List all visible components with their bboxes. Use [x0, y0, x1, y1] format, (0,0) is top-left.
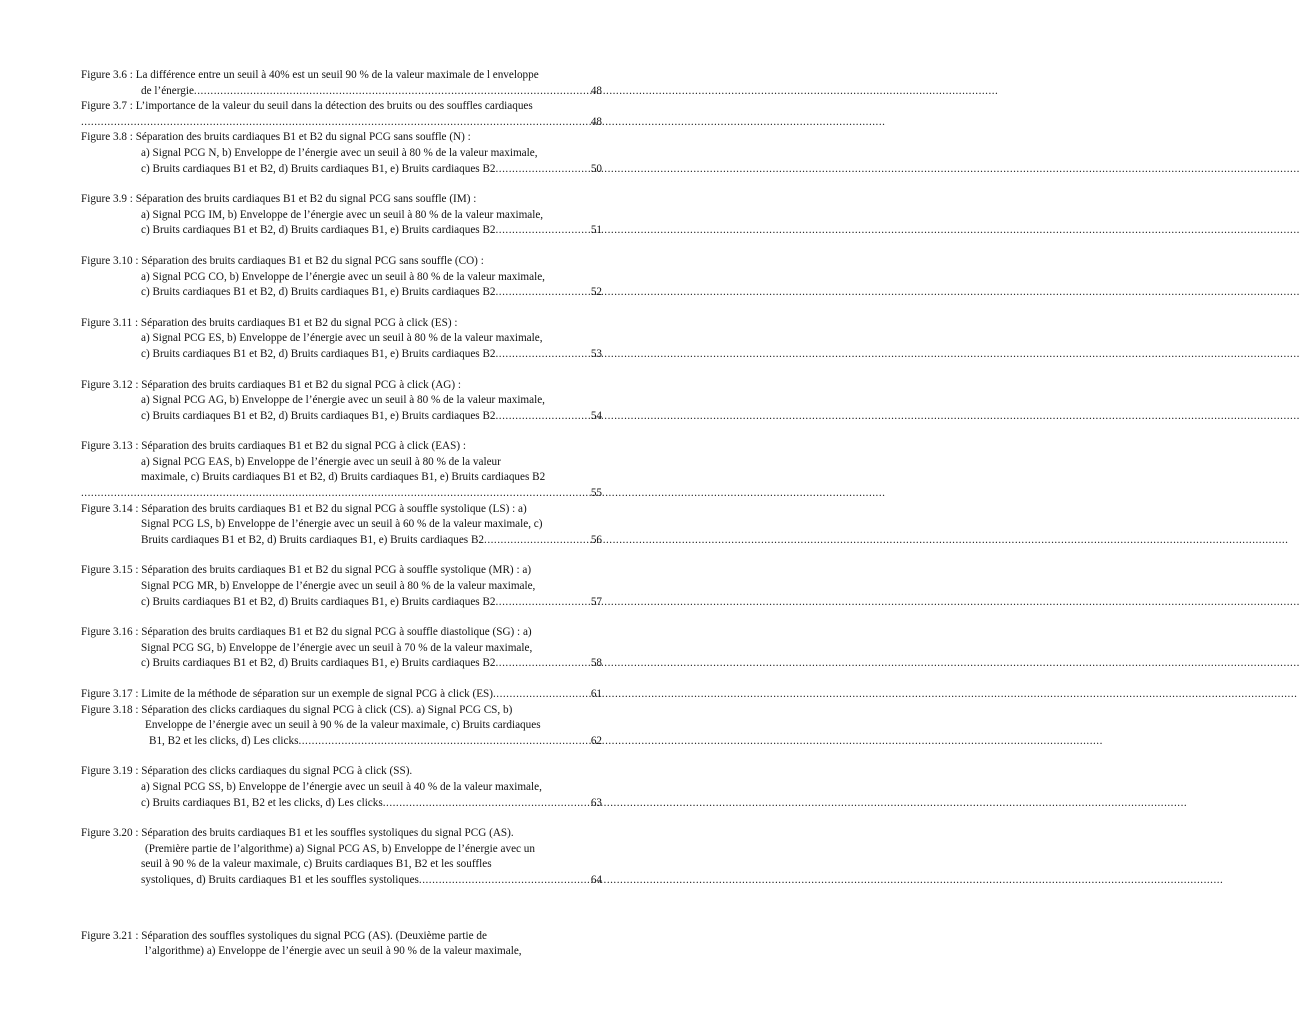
figure-entry: [81, 625, 602, 672]
caption-line: c) Bruits cardiaques B1 et B2, d) Bruits cardiaques B1, e) Bruits cardiaques B2: [141, 347, 496, 360]
caption-line: Bruits cardiaques B1 et B2, d) Bruits cardiaques B1, e) Bruits cardiaques B2: [141, 533, 485, 546]
figure-label: Figure 3.13 :: [81, 440, 139, 453]
leader-dots: [496, 595, 590, 611]
caption-line: Séparation des souffles systoliques du signal PCG (AS). (Deuxième partie de: [141, 929, 487, 942]
caption-line: c) Bruits cardiaques B1 et B2, d) Bruits cardiaques B1, e) Bruits cardiaques B2: [141, 162, 496, 175]
figure-label: Figure 3.16 :: [81, 626, 139, 639]
figure-label: Figure 3.6 :: [81, 69, 133, 81]
page-number: 63: [590, 796, 602, 809]
figure-entry: [81, 130, 602, 177]
caption-line: c) Bruits cardiaques B1 et B2, d) Bruits cardiaques B1, e) Bruits cardiaques B2: [141, 595, 496, 608]
caption-line: a) Signal PCG EAS, b) Enveloppe de l’énergie avec un seuil à 80 % de la valeur: [141, 455, 501, 468]
figure-label: Figure 3.17 :: [81, 688, 139, 700]
figure-entry: [81, 316, 602, 363]
caption-line: Séparation des bruits cardiaques B1 et les souffles systoliques du signal PCG (AS).: [141, 827, 514, 840]
caption-line: Séparation des bruits cardiaques B1 et B2 du signal PCG à click (EAS) :: [141, 440, 466, 453]
figure-entry: [81, 929, 602, 960]
figure-entry: [81, 502, 602, 549]
figure-entry: [81, 563, 602, 610]
figure-entry: [81, 687, 602, 703]
leader-dots: [496, 223, 590, 239]
page-number: 52: [590, 286, 602, 299]
caption-line: c) Bruits cardiaques B1 et B2, d) Bruits cardiaques B1, e) Bruits cardiaques B2: [141, 224, 496, 237]
page-number: 55: [590, 487, 602, 500]
caption-line: c) Bruits cardiaques B1 et B2, d) Bruits cardiaques B1, e) Bruits cardiaques B2: [141, 286, 496, 299]
figure-label: Figure 3.19 :: [81, 765, 139, 778]
leader-dots: [484, 533, 590, 549]
list-of-figures: [81, 68, 602, 960]
figure-label: Figure 3.21 :: [81, 929, 139, 942]
caption-line: Séparation des bruits cardiaques B1 et B2 du signal PCG sans souffle (IM) :: [135, 193, 477, 206]
caption-line: a) Signal PCG N, b) Enveloppe de l’énergie avec un seuil à 80 % de la valeur maximale,: [141, 146, 538, 159]
figure-label: Figure 3.14 :: [81, 502, 139, 515]
caption-line: (Première partie de l’algorithme) a) Signal PCG AS, b) Enveloppe de l’énergie avec un: [145, 842, 535, 855]
figure-entry: [81, 99, 602, 130]
leader-dots: [493, 687, 590, 703]
page-number: 51: [590, 224, 602, 237]
caption-line: seuil à 90 % de la valeur maximale, c) Bruits cardiaques B1, B2 et les souffles: [141, 858, 492, 871]
caption-line: c) Bruits cardiaques B1 et B2, d) Bruits cardiaques B1, e) Bruits cardiaques B2: [141, 409, 496, 422]
caption-line: Séparation des bruits cardiaques B1 et B2 du signal PCG à souffle systolique (LS) : a): [141, 502, 527, 515]
figure-label: Figure 3.9 :: [81, 193, 133, 206]
figure-entry: [81, 192, 602, 239]
caption-line: Signal PCG LS, b) Enveloppe de l’énergie avec un seuil à 60 % de la valeur maximale, c): [141, 518, 543, 531]
figure-label: Figure 3.10 :: [81, 254, 139, 267]
page-number: 48: [590, 115, 602, 128]
caption-line: Séparation des clicks cardiaques du signal PCG à click (SS).: [141, 765, 413, 778]
caption-line: c) Bruits cardiaques B1 et B2, d) Bruits cardiaques B1, e) Bruits cardiaques B2: [141, 657, 496, 670]
caption-line: Séparation des clicks cardiaques du signal PCG à click (CS). a) Signal PCG CS, b): [141, 703, 513, 716]
caption-line: L’importance de la valeur du seuil dans la détection des bruits ou des souffles cardiaques: [135, 100, 533, 113]
leader-dots: [496, 162, 590, 178]
figure-entry: [81, 439, 602, 501]
page-number: 53: [590, 347, 602, 360]
caption-line: B1, B2 et les clicks, d) Les clicks: [149, 734, 299, 747]
caption-line: Séparation des bruits cardiaques B1 et B2 du signal PCG sans souffle (N) :: [135, 131, 471, 144]
caption-line: de l’énergie: [141, 84, 194, 97]
figure-label: Figure 3.20 :: [81, 827, 139, 840]
figure-label: Figure 3.18 :: [81, 703, 139, 716]
caption-line: maximale, c) Bruits cardiaques B1 et B2, d) Bruits cardiaques B1, e) Bruits cardiaques B2: [141, 471, 546, 484]
caption-line: Enveloppe de l’énergie avec un seuil à 90 % de la valeur maximale, c) Bruits cardiaques: [145, 719, 541, 732]
caption-line: Séparation des bruits cardiaques B1 et B2 du signal PCG à click (ES) :: [140, 316, 458, 329]
leader-dots: [419, 873, 590, 889]
leader-dots: [194, 84, 590, 100]
figure-entry: [81, 826, 602, 888]
leader-dots: [496, 656, 590, 672]
figure-entry: [81, 703, 602, 750]
page-number: 54: [590, 409, 602, 422]
caption-line: a) Signal PCG ES, b) Enveloppe de l’énergie avec un seuil à 80 % de la valeur maximale,: [141, 332, 543, 345]
page-number: 62: [590, 734, 602, 747]
caption-line: Séparation des bruits cardiaques B1 et B2 du signal PCG à click (AG) :: [141, 378, 462, 391]
leader-dots: [81, 115, 590, 131]
caption-line: Séparation des bruits cardiaques B1 et B2 du signal PCG sans souffle (CO) :: [141, 254, 484, 267]
page-number: 57: [590, 595, 602, 608]
figure-label: Figure 3.11 :: [81, 316, 139, 329]
caption-line: a) Signal PCG AG, b) Enveloppe de l’énergie avec un seuil à 80 % de la valeur maximale,: [141, 394, 545, 407]
caption-line: a) Signal PCG IM, b) Enveloppe de l’énergie avec un seuil à 80 % de la valeur maximale,: [141, 208, 544, 221]
figure-label: Figure 3.12 :: [81, 378, 139, 391]
leader-dots: [383, 796, 590, 812]
figure-entry: [81, 254, 602, 301]
leader-dots: [81, 486, 590, 502]
caption-line: Séparation des bruits cardiaques B1 et B2 du signal PCG à souffle diastolique (SG) : a): [141, 626, 532, 639]
caption-line: Signal PCG MR, b) Enveloppe de l’énergie avec un seuil à 80 % de la valeur maximale,: [141, 580, 536, 593]
leader-dots: [496, 285, 590, 301]
caption-line: La différence entre un seuil à 40% est un seuil 90 % de la valeur maximale de l enveloppe: [135, 69, 539, 81]
caption-line: a) Signal PCG CO, b) Enveloppe de l’énergie avec un seuil à 80 % de la valeur maximale,: [141, 270, 545, 283]
page-number: 58: [590, 657, 602, 670]
caption-line: Signal PCG SG, b) Enveloppe de l’énergie avec un seuil à 70 % de la valeur maximale,: [141, 641, 533, 654]
leader-dots: [298, 734, 589, 750]
caption-line: l’algorithme) a) Enveloppe de l’énergie avec un seuil à 90 % de la valeur maximale,: [145, 945, 522, 958]
page-number: 50: [590, 162, 602, 175]
page-number: 48: [590, 84, 602, 97]
figure-entry: [81, 764, 602, 811]
caption-line: Séparation des bruits cardiaques B1 et B2 du signal PCG à souffle systolique (MR) : a): [141, 564, 532, 577]
page-number: 64: [590, 873, 602, 886]
figure-entry: [81, 378, 602, 425]
caption-line: a) Signal PCG SS, b) Enveloppe de l’énergie avec un seuil à 40 % de la valeur maximale,: [141, 780, 542, 793]
figure-label: Figure 3.8 :: [81, 131, 133, 144]
figure-label: Figure 3.7 :: [81, 100, 133, 113]
figure-label: Figure 3.15 :: [81, 564, 139, 577]
caption-line: systoliques, d) Bruits cardiaques B1 et les souffles systoliques: [141, 873, 419, 886]
caption-line: Limite de la méthode de séparation sur un exemple de signal PCG à click (ES): [141, 688, 493, 700]
page-number: 61: [590, 688, 602, 700]
figure-entry: [81, 68, 602, 99]
caption-line: c) Bruits cardiaques B1, B2 et les clicks, d) Les clicks: [141, 796, 383, 809]
page-number: 56: [590, 533, 602, 546]
leader-dots: [496, 409, 590, 425]
leader-dots: [496, 347, 590, 363]
